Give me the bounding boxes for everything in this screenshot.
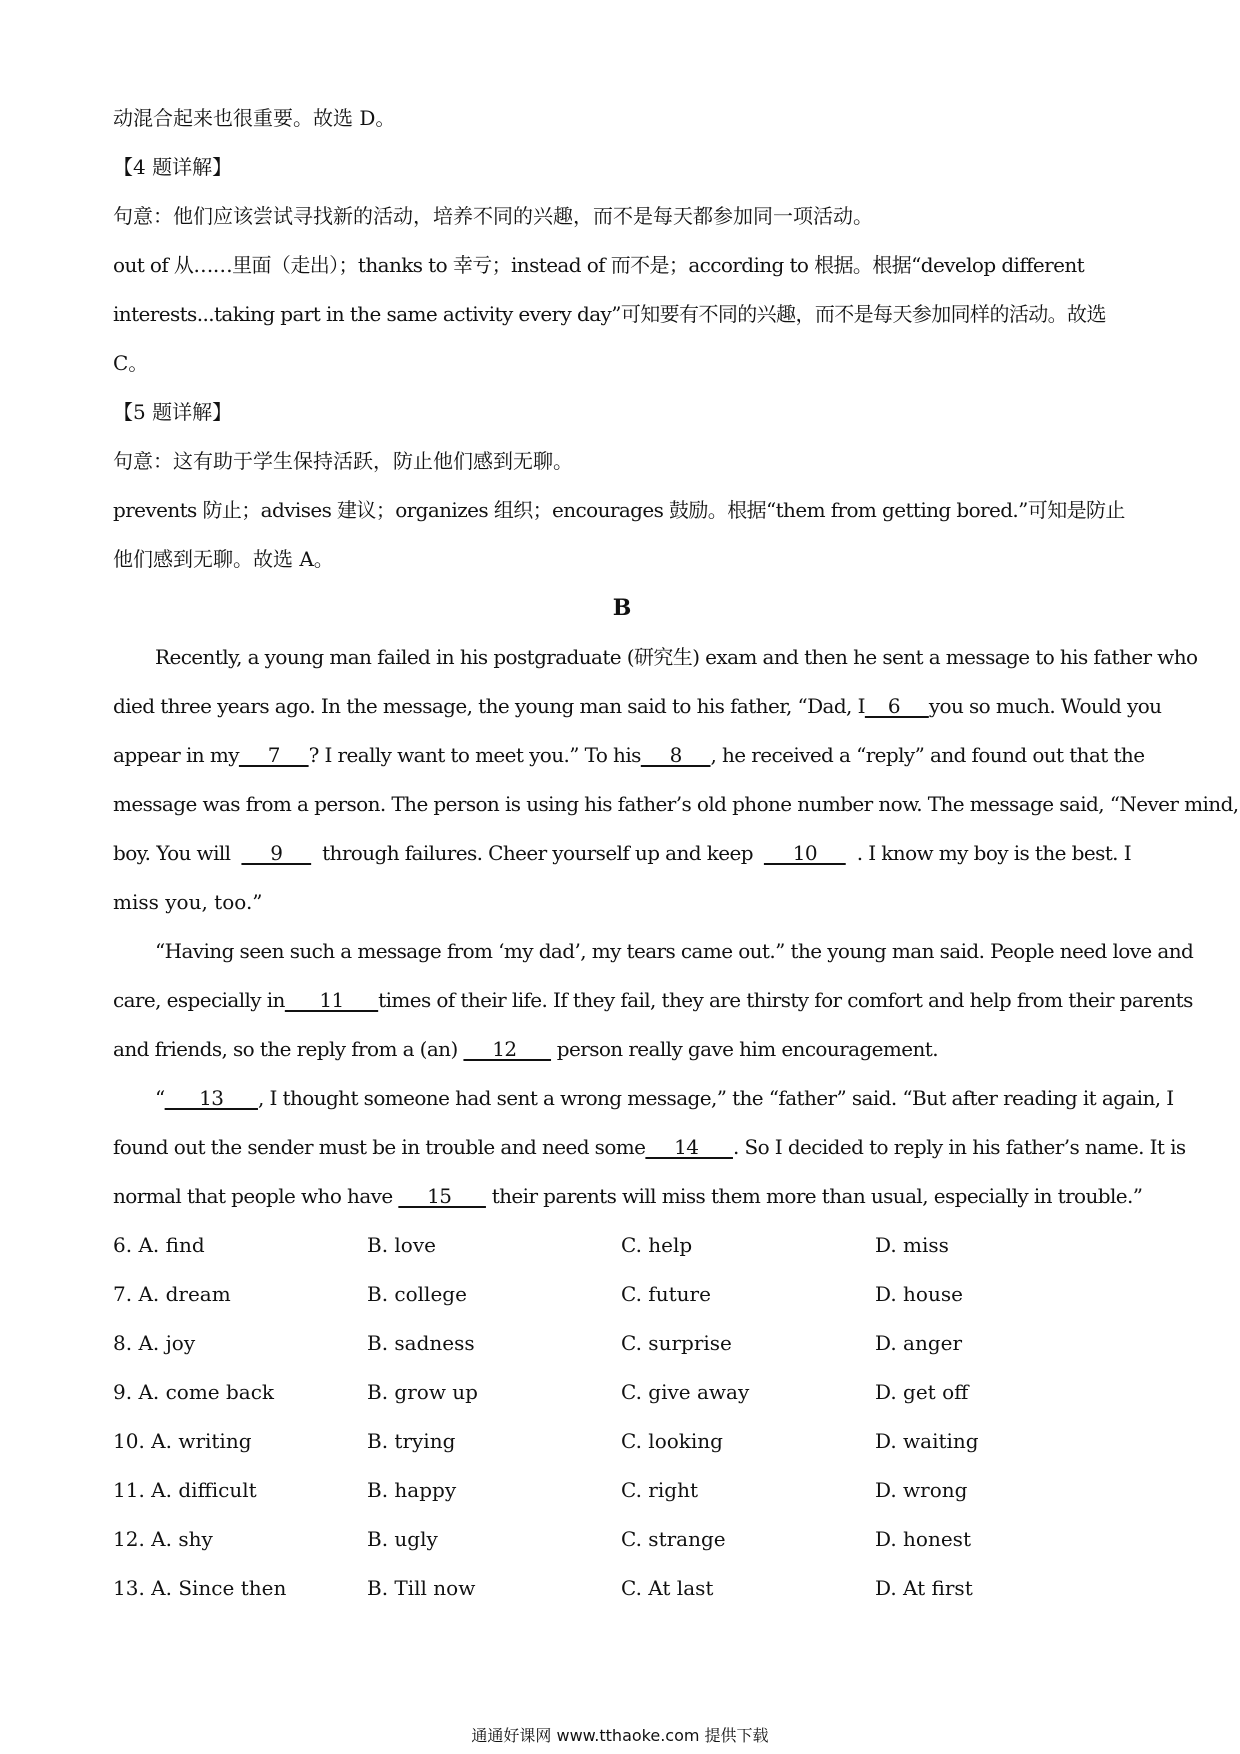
option-row-6: [113, 1221, 1131, 1270]
option-c: C. looking: [621, 1429, 723, 1453]
blank-13: 13: [164, 1086, 258, 1110]
option-d: D. At first: [875, 1576, 973, 1600]
passage-p3-line1: [113, 1074, 1174, 1123]
option-c: C. give away: [621, 1380, 750, 1404]
blank-10: 10: [763, 841, 846, 865]
passage-p2-line2: [113, 976, 1193, 1025]
option-row-7: [113, 1270, 1131, 1319]
blank-11: 11: [284, 988, 379, 1012]
passage-p1-line3: [113, 731, 1145, 780]
passage-text: found out the sender must be in trouble and need some: [113, 1135, 646, 1159]
option-b: B. college: [367, 1282, 467, 1306]
passage-text: . I know my boy is the best. I: [856, 841, 1131, 865]
passage-text: ? I really want to meet you.” To his: [308, 743, 641, 767]
option-row-11: [113, 1466, 1131, 1515]
option-b: B. happy: [367, 1478, 457, 1502]
option-row-8: [113, 1319, 1131, 1368]
blank-14: 14: [645, 1135, 733, 1159]
option-a: 13. A. Since then: [113, 1576, 287, 1600]
document-page: [113, 94, 1239, 1613]
passage-text: “: [155, 1086, 165, 1110]
blank-6: 6: [864, 694, 929, 718]
passage-p3-line2: [113, 1123, 1186, 1172]
q5-options-line: prevents 防止；advises 建议；organizes 组织；encourages 鼓励。根据“them from getting bored.”可知是防止: [113, 498, 1125, 522]
passage-text: , I thought someone had sent a wrong message,” the “father” said. “But after reading it again, I: [257, 1086, 1174, 1110]
option-d: D. waiting: [875, 1429, 979, 1453]
option-row-10: [113, 1417, 1131, 1466]
option-d: D. get off: [875, 1380, 969, 1404]
option-a: 6. A. find: [113, 1233, 205, 1257]
option-b: B. Till now: [367, 1576, 476, 1600]
blank-8: 8: [640, 743, 711, 767]
option-d: D. anger: [875, 1331, 963, 1355]
passage-text: died three years ago. In the message, the young man said to his father, “Dad, I: [113, 694, 865, 718]
option-a: 11. A. difficult: [113, 1478, 257, 1502]
q4-heading: 【4 题详解】: [113, 155, 233, 179]
explanation-tail: 动混合起来也很重要。故选 D。: [113, 106, 396, 130]
option-d: D. house: [875, 1282, 963, 1306]
passage-text: . So I decided to reply in his father’s name. It is: [732, 1135, 1186, 1159]
option-row-12: [113, 1515, 1131, 1564]
option-b: B. ugly: [367, 1527, 438, 1551]
q4-answer: C。: [113, 351, 149, 375]
passage-text: through failures. Cheer yourself up and keep: [322, 841, 753, 865]
passage-p1-line5: [113, 829, 1131, 878]
option-c: C. At last: [621, 1576, 714, 1600]
option-row-9: [113, 1368, 1131, 1417]
passage-text: you so much. Would you: [928, 694, 1162, 718]
option-row-13: [113, 1564, 1131, 1613]
blank-12: 12: [463, 1037, 552, 1061]
passage-text: person really gave him encouragement.: [551, 1037, 938, 1061]
option-b: B. love: [367, 1233, 436, 1257]
passage-p2-line3: [113, 1025, 1131, 1074]
blank-7: 7: [238, 743, 309, 767]
option-a: 8. A. joy: [113, 1331, 196, 1355]
option-c: C. help: [621, 1233, 693, 1257]
option-c: C. surprise: [621, 1331, 732, 1355]
passage-text: times of their life. If they fail, they are thirsty for comfort and help from their parents: [378, 988, 1193, 1012]
passage-text: boy. You will: [113, 841, 231, 865]
option-c: C. strange: [621, 1527, 726, 1551]
option-a: 12. A. shy: [113, 1527, 213, 1551]
option-d: D. miss: [875, 1233, 949, 1257]
passage-p1-line1: Recently, a young man failed in his postgraduate (研究生) exam and then he sent a message to his father who: [155, 645, 1198, 669]
passage-p1-line2: [113, 682, 1162, 731]
blank-15: 15: [398, 1184, 486, 1208]
passage-p1-line4: message was from a person. The person is using his father’s old phone number now. The message said, “Never mind,: [113, 792, 1239, 816]
option-b: B. grow up: [367, 1380, 478, 1404]
passage-p3-line3: [113, 1172, 1143, 1221]
q5-heading: 【5 题详解】: [113, 400, 233, 424]
option-c: C. right: [621, 1478, 698, 1502]
option-b: B. trying: [367, 1429, 456, 1453]
option-d: D. wrong: [875, 1478, 968, 1502]
q4-evidence-line: interests...taking part in the same activity every day”可知要有不同的兴趣，而不是每天参加同样的活动。故选: [113, 302, 1106, 326]
passage-p1-line6: miss you, too.”: [113, 890, 263, 914]
q5-meaning: 句意：这有助于学生保持活跃，防止他们感到无聊。: [113, 449, 573, 473]
blank-9: 9: [241, 841, 312, 865]
options-list: [113, 1221, 1131, 1613]
q5-answer-line: 他们感到无聊。故选 A。: [113, 547, 334, 571]
option-c: C. future: [621, 1282, 711, 1306]
passage-text: their parents will miss them more than usual, especially in trouble.”: [485, 1184, 1143, 1208]
footer-watermark: 通通好课网 www.tthaoke.com 提供下载: [471, 1726, 769, 1745]
passage-text: care, especially in: [113, 988, 285, 1012]
section-title: B: [612, 595, 632, 621]
option-a: 10. A. writing: [113, 1429, 252, 1453]
passage-p2-line1: “Having seen such a message from ‘my dad’, my tears came out.” the young man said. People need love and: [155, 939, 1194, 963]
q4-options-line: out of 从……里面（走出）；thanks to 幸亏；instead of 而不是；according to 根据。根据“develop different: [113, 253, 1085, 277]
passage-text: , he received a “reply” and found out that the: [710, 743, 1145, 767]
option-b: B. sadness: [367, 1331, 475, 1355]
option-a: 7. A. dream: [113, 1282, 231, 1306]
option-d: D. honest: [875, 1527, 971, 1551]
passage-text: normal that people who have: [113, 1184, 399, 1208]
q4-meaning: 句意：他们应该尝试寻找新的活动，培养不同的兴趣，而不是每天都参加同一项活动。: [113, 204, 873, 228]
passage-text: appear in my: [113, 743, 239, 767]
option-a: 9. A. come back: [113, 1380, 275, 1404]
passage-text: and friends, so the reply from a (an): [113, 1037, 464, 1061]
